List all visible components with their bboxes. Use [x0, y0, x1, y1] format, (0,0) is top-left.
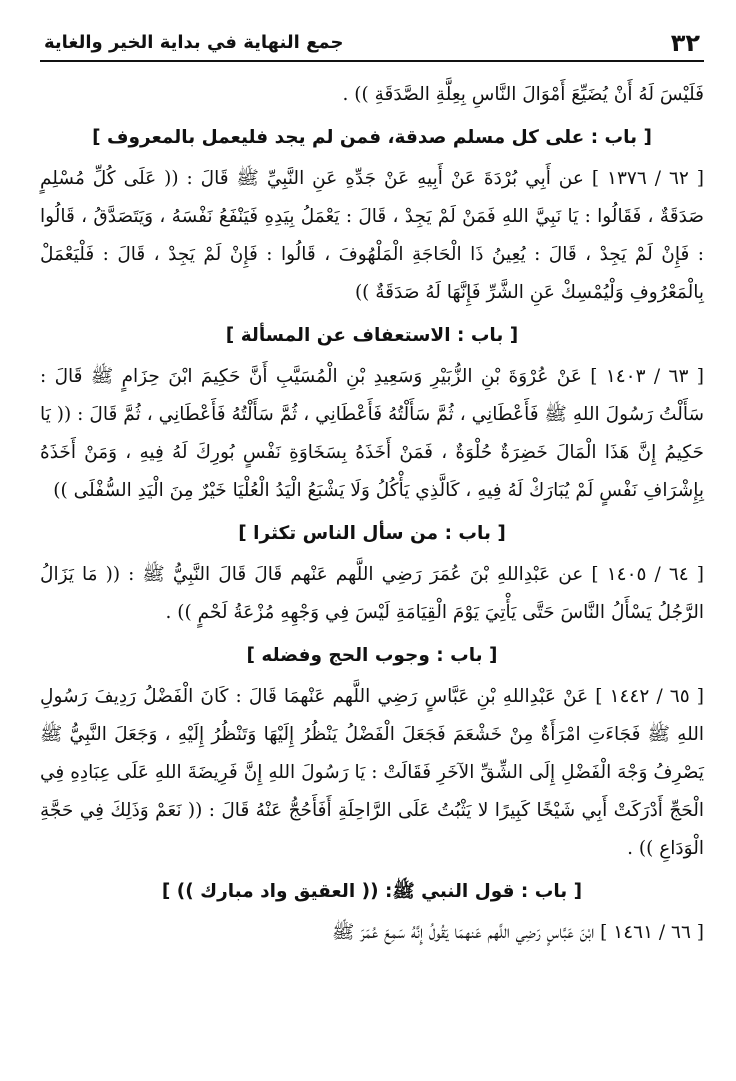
hadith-paragraph: [ ٦٢ / ١٣٧٦ ] عن أَبِي بُرْدَةَ عَنْ أَبِيهِ عَنْ جَدِّهِ عَنِ النَّبِيِّ ﷺ قَالَ : (( عَلَى كُلِّ مُسْلِمٍ صَدَقَةٌ ، فَقَالُوا : يَا نَبِيَّ اللهِ فَمَنْ لَمْ يَجِدْ ، قَالَ : يَعْمَلُ بِيَدِهِ فَيَنْفَعُ نَفْسَهُ ، وَيَتَصَدَّقُ ، قَالُوا : فَإِنْ لَمْ يَجِدْ ، قَالَ : يُعِينُ ذَا الْحَاجَةِ الْمَلْهُوفَ ، قَالُوا : فَإِنْ لَمْ يَجِدْ ، قَالَ : فَلْيَعْمَلْ بِالْمَعْرُوفِ وَلْيُمْسِكْ عَنِ الشَّرِّ فَإِنَّهَا لَهُ صَدَقَةٌ )): [40, 168, 704, 303]
page-header: [40, 22, 704, 62]
chapter-heading: [ باب : قول النبي ﷺ: (( العقيق واد مبارك )) ]: [161, 881, 583, 902]
chapter-heading: [ باب : على كل مسلم صدقة، فمن لم يجد فليعمل بالمعروف ]: [92, 127, 652, 148]
chapter-heading: [ باب : وجوب الحج وفضله ]: [246, 645, 498, 666]
hadith-paragraph: [ ٦٣ / ١٤٠٣ ] عَنْ عُرْوَةَ بْنِ الزُّبَيْرِ وَسَعِيدِ بْنِ الْمُسَيَّبِ أَنَّ حَكِيمَ ابْنَ حِزَامٍ ﷺ قَالَ : سَأَلْتُ رَسُولَ اللهِ ﷺ فَأَعْطَانِي ، ثُمَّ سَأَلْتُهُ فَأَعْطَانِي ، ثُمَّ سَأَلْتُهُ فَأَعْطَانِي ، ثُمَّ قَالَ : (( يَا حَكِيمُ إِنَّ هَذَا الْمَالَ خَضِرَةٌ حُلْوَةٌ ، فَمَنْ أَخَذَهُ بِسَخَاوَةِ نَفْسٍ بُورِكَ لَهُ فِيهِ ، وَمَنْ أَخَذَهُ بِإِشْرَافِ نَفْسٍ لَمْ يُبَارَكْ لَهُ فِيهِ ، كَالَّذِي يَأْكُلُ وَلَا يَشْبَعُ الْيَدُ الْعُلْيَا خَيْرٌ مِنَ الْيَدِ السُّفْلَى )): [40, 366, 704, 501]
book-title: جمع النهاية في بداية الخير والغاية: [44, 32, 344, 53]
chapter-heading: [ باب : من سأل الناس تكثرا ]: [238, 523, 506, 544]
hadith-paragraph: [ ٦٤ / ١٤٠٥ ] عن عَبْدِاللهِ بْنَ عُمَرَ رَضِي اللَّهم عَنْهم قَالَ قَالَ النَّبِيُّ ﷺ : (( مَا يَزَالُ الرَّجُلُ يَسْأَلُ النَّاسَ حَتَّى يَأْتِيَ يَوْمَ الْقِيَامَةِ لَيْسَ فِي وَجْهِهِ مُزْعَةُ لَحْمٍ )) .: [40, 564, 704, 623]
chapter-heading: [ باب : الاستعفاف عن المسألة ]: [225, 325, 519, 346]
page-content: [40, 76, 704, 952]
hadith-paragraph: [ ٦٦ / ١٤٦١ ] ابْنَ عَبَّاسٍ رَضِي اللَّهم عَنهمَا يَقُولُ إِنَّهُ سَمِعَ عُمَرَ ﷺ: [331, 922, 704, 943]
text-paragraph: فَلَيْسَ لَهُ أَنْ يُضَيِّعَ أَمْوَالَ النَّاسِ بِعِلَّةِ الصَّدَقَةِ )) .: [342, 84, 704, 105]
hadith-paragraph: [ ٦٥ / ١٤٤٢ ] عَنْ عَبْدِاللهِ بْنِ عَبَّاسٍ رَضِي اللَّهم عَنْهمَا قَالَ : كَانَ الْفَضْلُ رَدِيفَ رَسُولِ اللهِ ﷺ فَجَاءَتِ امْرَأَةٌ مِنْ خَشْعَمَ فَجَعَلَ الْفَضْلُ يَنْظُرُ إِلَيْهَا وَتَنْظُرُ إِلَيْهِ ، وَجَعَلَ النَّبِيُّ ﷺ يَصْرِفُ وَجْهَ الْفَضْلِ إِلَى الشِّقِّ الآخَرِ فَقَالَتْ : يَا رَسُولَ اللهِ إِنَّ فَرِيضَةَ اللهِ عَلَى عِبَادِهِ فِي الْحَجِّ أَدْرَكَتْ أَبِي شَيْخًا كَبِيرًا لا يَثْبُتُ عَلَى الرَّاحِلَةِ أَفَأَحُجُّ عَنْهُ قَالَ : (( نَعَمْ وَذَلِكَ فِي حَجَّةِ الْوَدَاعِ )) .: [40, 686, 704, 859]
book-page: [40, 22, 704, 952]
page-number: ٣٢: [670, 29, 700, 57]
